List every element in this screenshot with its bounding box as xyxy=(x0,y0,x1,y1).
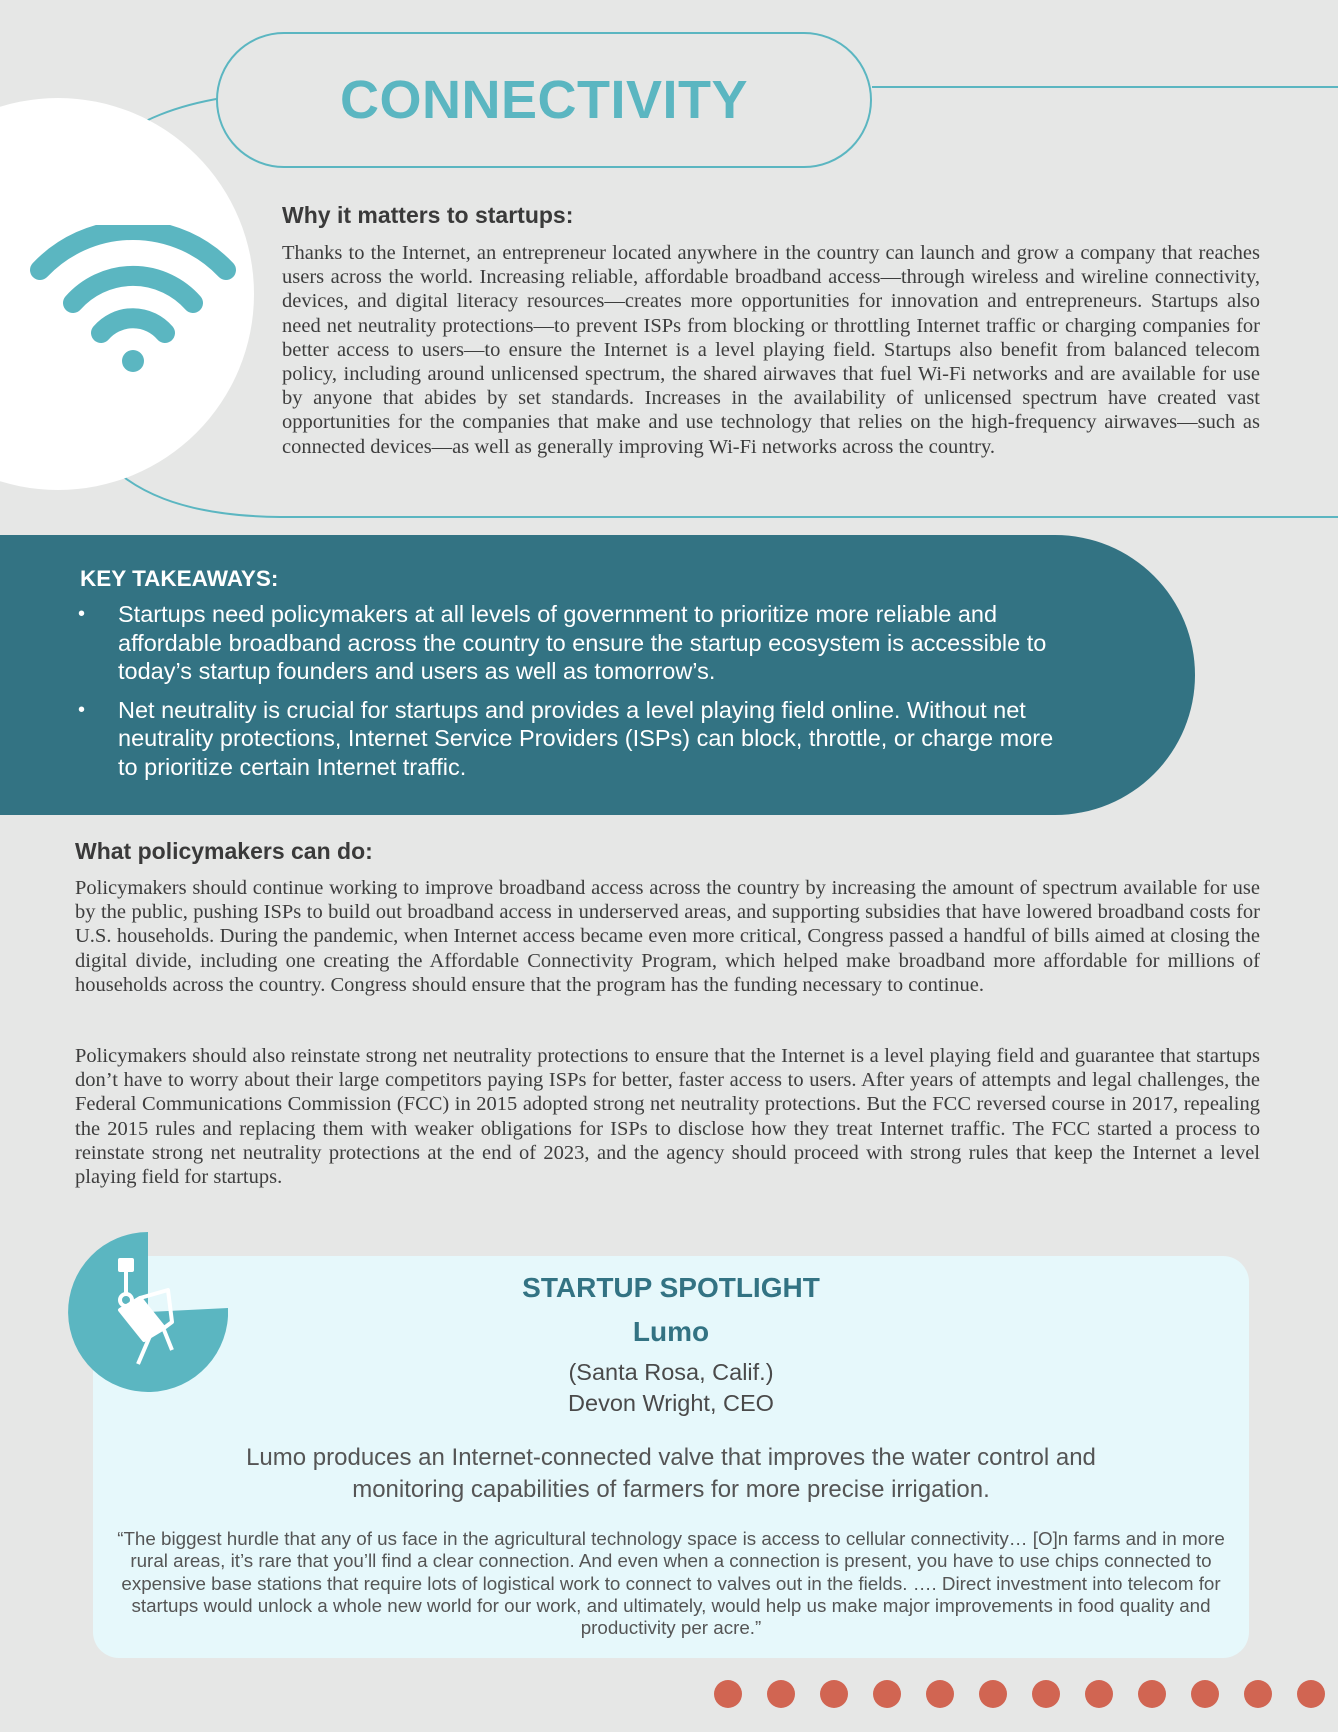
dot xyxy=(767,1680,795,1708)
takeaway-item xyxy=(78,600,1078,686)
dot xyxy=(873,1680,901,1708)
takeaway-text: Startups need policymakers at all levels of government to prioritize more reliable and affordable broadband across the country to ensure the startup ecosystem is accessible to today’s startup founders and users as well as tomorrow’s. xyxy=(118,601,1047,684)
title-pill xyxy=(216,32,872,168)
dot xyxy=(1297,1680,1325,1708)
dot xyxy=(1138,1680,1166,1708)
takeaway-text: Net neutrality is crucial for startups and provides a level playing field online. Without net neutrality protections, Internet Service Providers (ISPs) can block, throttle, or charge more to prioritize certain Internet traffic. xyxy=(118,696,1054,780)
dot xyxy=(926,1680,954,1708)
dot xyxy=(979,1680,1007,1708)
policy-heading: What policymakers can do: xyxy=(75,838,373,864)
dot xyxy=(820,1680,848,1708)
why-body: Thanks to the Internet, an entrepreneur located anywhere in the country can launch and grow a company that reaches users across the world. Increasing reliable, affordable broadband access—through wireless and wireline connectivity, devices, and digital literacy resources—creates more opportunities for innovation and entrepreneurs. Startups also need net neutrality protections—to prevent ISPs from blocking or throttling Internet traffic or charging companies for better access to users—to ensure the Internet is a level playing field. Startups also benefit from balanced telecom policy, including around unlicensed spectrum, the shared airwaves that fuel Wi-Fi networks and are available for use by anyone that abides by set standards. Increases in the availability of unlicensed spectrum have created vast opportunities for the companies that make and use technology that relies on the high-frequency airwaves—such as connected devices—as well as generally improving Wi-Fi networks across the country. xyxy=(282,242,1260,458)
takeaway-item xyxy=(78,696,1078,782)
decorative-dots xyxy=(714,1680,1338,1708)
bullet-icon: • xyxy=(78,603,86,625)
takeaways-title: KEY TAKEAWAYS: xyxy=(80,566,279,591)
spotlight-company: Lumo xyxy=(632,1316,710,1347)
takeaways-list xyxy=(78,600,1078,791)
dot xyxy=(1032,1680,1060,1708)
bullet-icon: • xyxy=(78,698,86,721)
page-title: CONNECTIVITY xyxy=(339,70,749,130)
policy-paragraph-2: Policymakers should also reinstate strong net neutrality protections to ensure that the Internet is a level playing field and guarantee that startups don’t have to worry about their large competitors paying ISPs for better, faster access to users. After years of attempts and legal challenges, the Federal Communications Commission (FCC) in 2015 adopted strong net neutrality protections. But the FCC reversed course in 2017, repealing the 2015 rules and replacing them with weaker obligations for ISPs to disclose how they treat Internet traffic. The FCC started a process to reinstate strong net neutrality protections at the end of 2023, and the agency should proceed with strong rules that keep the Internet a level playing field for startups. xyxy=(75,1045,1260,1189)
policy-paragraph-1: Policymakers should continue working to improve broadband access across the country by increasing the amount of spectrum available for use by the public, pushing ISPs to build out broadband access in underserved areas, and supporting subsidies that have lowered broadband costs for U.S. households. During the pandemic, when Internet access became even more critical, Congress passed a handful of bills aimed at closing the digital divide, including one creating the Affordable Connectivity Program, which helped make broadband more affordable for millions of households across the country. Congress should ensure that the program has the funding necessary to continue. xyxy=(75,877,1260,996)
spotlight-description: Lumo produces an Internet-connected valve that improves the water control and monitoring capabilities of farmers for more precise irrigation. xyxy=(246,1444,1096,1503)
wifi-icon xyxy=(30,225,240,375)
spotlight-person: Devon Wright, CEO xyxy=(568,1390,774,1416)
why-heading: Why it matters to startups: xyxy=(282,202,574,228)
spotlight-location: (Santa Rosa, Calif.) xyxy=(568,1359,774,1385)
dot xyxy=(1244,1680,1272,1708)
dot xyxy=(1191,1680,1219,1708)
spotlight-quote: “The biggest hurdle that any of us face in the agricultural technology space is access to cellular connectivity… [O]n farms and in more rural areas, it’s rare that you’ll find a clear connection. And even when a connection is present, you have to use chips connected to expensive base stations that require lots of logistical work to connect to valves out in the fields. …. Direct investment into telecom for startups would unlock a whole new world for our work, and ultimately, would help us make major improvements in food quality and productivity per acre.” xyxy=(117,1528,1225,1639)
dot xyxy=(714,1680,742,1708)
dot xyxy=(1085,1680,1113,1708)
spotlight-label: STARTUP SPOTLIGHT xyxy=(522,1272,820,1303)
